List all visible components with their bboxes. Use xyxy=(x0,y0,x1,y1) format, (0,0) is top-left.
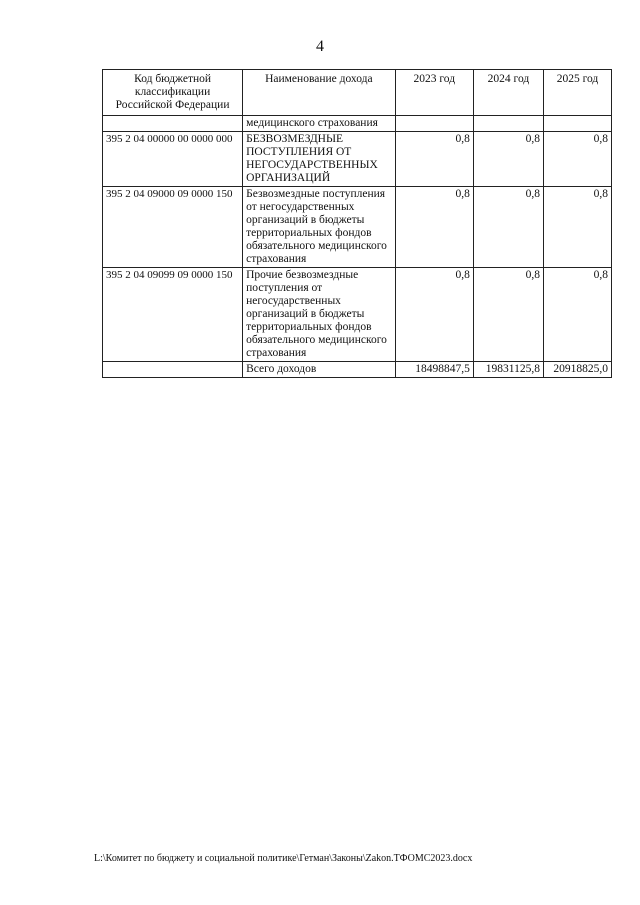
income-table xyxy=(102,69,612,378)
cell-name: медицинского страхования xyxy=(243,116,395,132)
cell-code: 395 2 04 00000 00 0000 000 xyxy=(103,132,243,187)
cell-code xyxy=(103,116,243,132)
cell-2024: 0,8 xyxy=(473,187,543,268)
cell-name: Прочие безвозмездные поступления от негосударственных организаций в бюджеты территориальных фондов обязательного медицинского страхования xyxy=(243,268,395,362)
header-2023: 2023 год xyxy=(395,70,473,116)
cell-2025: 0,8 xyxy=(543,268,611,362)
footer-file-path: L:\Комитет по бюджету и социальной политике\Гетман\Законы\Zakon.ТФОМС2023.docx xyxy=(94,853,473,864)
cell-2023: 0,8 xyxy=(395,268,473,362)
table-header-row xyxy=(103,70,612,116)
cell-2024: 0,8 xyxy=(473,268,543,362)
cell-2023: 0,8 xyxy=(395,187,473,268)
cell-name: Всего доходов xyxy=(243,362,395,378)
table-row xyxy=(103,132,612,187)
header-name: Наименование дохода xyxy=(243,70,395,116)
header-2025: 2025 год xyxy=(543,70,611,116)
table-row xyxy=(103,116,612,132)
header-2024: 2024 год xyxy=(473,70,543,116)
table-row xyxy=(103,187,612,268)
cell-2025 xyxy=(543,116,611,132)
cell-name: БЕЗВОЗМЕЗДНЫЕ ПОСТУПЛЕНИЯ ОТ НЕГОСУДАРСТВЕННЫХ ОРГАНИЗАЦИЙ xyxy=(243,132,395,187)
table-total-row xyxy=(103,362,612,378)
cell-2025: 20918825,0 xyxy=(543,362,611,378)
cell-code xyxy=(103,362,243,378)
table-row xyxy=(103,268,612,362)
cell-2025: 0,8 xyxy=(543,132,611,187)
cell-code: 395 2 04 09000 09 0000 150 xyxy=(103,187,243,268)
cell-2024 xyxy=(473,116,543,132)
cell-2024: 19831125,8 xyxy=(473,362,543,378)
header-code: Код бюджетной классификации Российской Федерации xyxy=(103,70,243,116)
cell-2023 xyxy=(395,116,473,132)
cell-name: Безвозмездные поступления от негосударственных организаций в бюджеты территориальных фондов обязательного медицинского страхования xyxy=(243,187,395,268)
cell-2023: 18498847,5 xyxy=(395,362,473,378)
cell-2025: 0,8 xyxy=(543,187,611,268)
cell-2023: 0,8 xyxy=(395,132,473,187)
page-number: 4 xyxy=(316,38,324,55)
cell-code: 395 2 04 09099 09 0000 150 xyxy=(103,268,243,362)
cell-2024: 0,8 xyxy=(473,132,543,187)
